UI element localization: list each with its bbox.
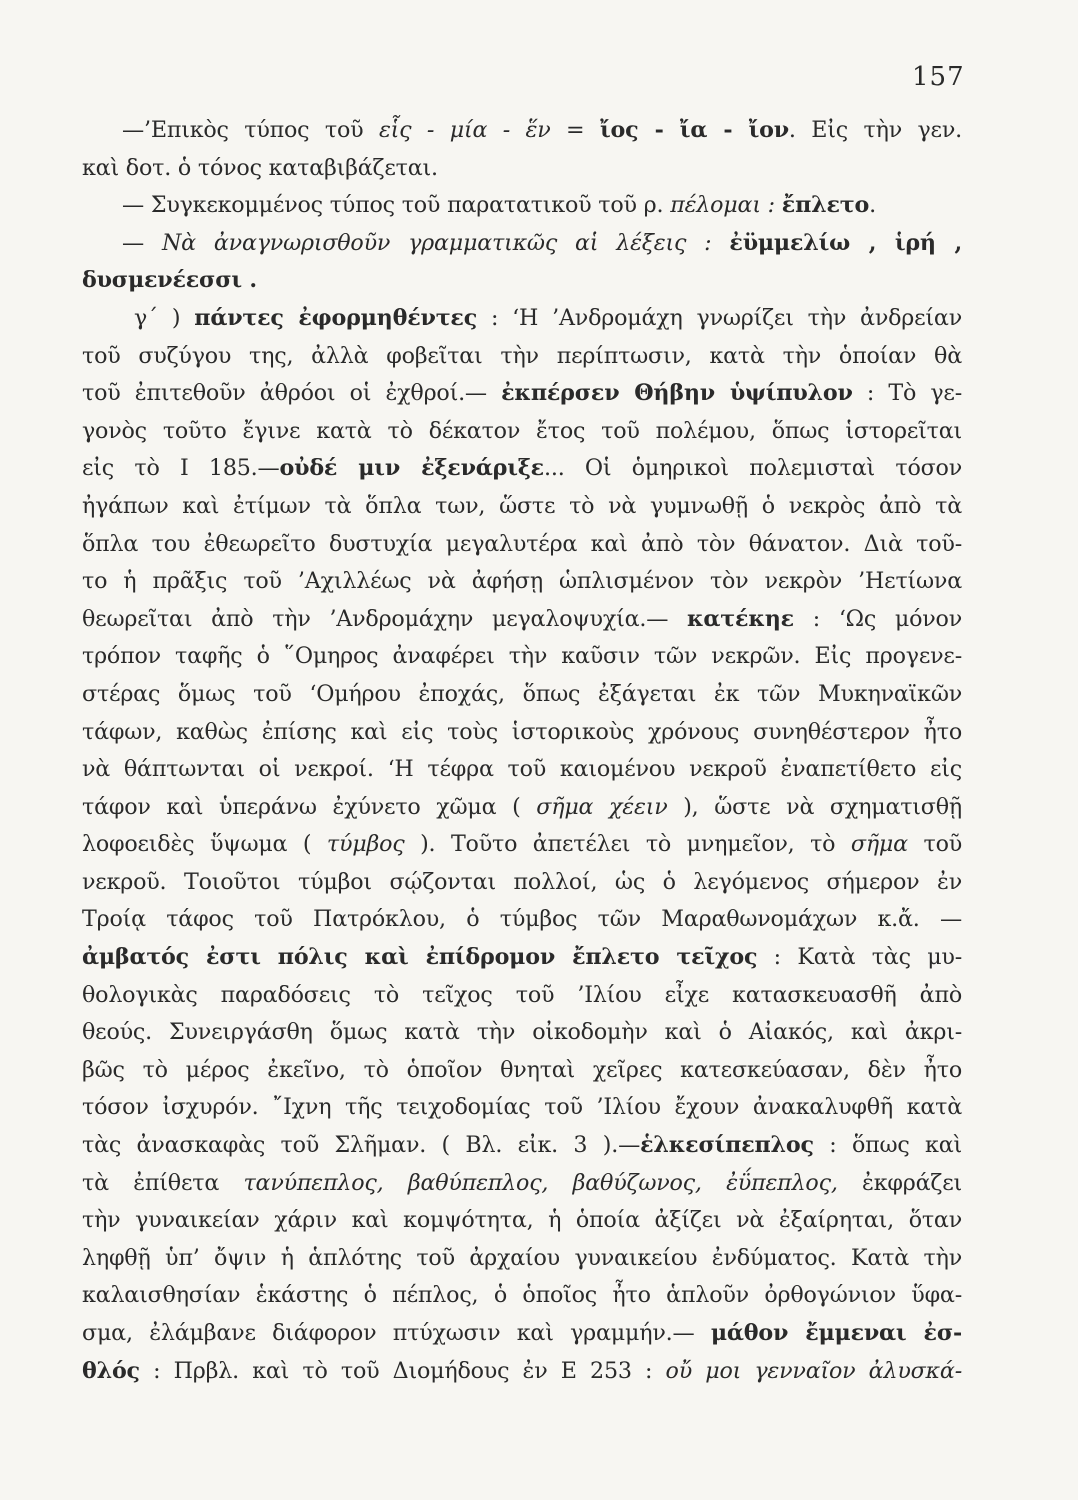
text-segment: τόσον ἰσχυρόν. ῎Ιχνη τῆς τειχοδομίας τοῦ ’Ιλίου ἔχουν ἀνακαλυφθῆ κατὰ	[82, 1094, 962, 1121]
text-line	[82, 150, 962, 188]
text-line	[82, 1315, 962, 1353]
text-line	[82, 1052, 962, 1090]
text-line	[82, 826, 962, 864]
italic-text: εἷς - μία - ἕν	[378, 117, 551, 143]
text-segment: =	[550, 117, 600, 143]
text-segment: : ‘Η ’Ανδρομάχη γνωρίζει τὴν ἀνδρείαν	[477, 304, 962, 331]
text-line	[82, 1165, 962, 1203]
text-segment: : ‘Ως μόνον	[793, 605, 962, 632]
text-line	[82, 601, 962, 639]
text-segment: ληφθῇ ὑπ’ ὄψιν ἡ ἁπλότης τοῦ ἀρχαίου γυναικείου ἐνδύματος. Κατὰ τὴν	[82, 1244, 962, 1271]
text-segment: θεούς. Συνειργάσθη ὅμως κατὰ τὴν οἰκοδομὴν καὶ ὁ Αἰακός, καὶ ἀκρι-	[82, 1019, 962, 1046]
text-line	[82, 225, 962, 263]
text-segment: —	[122, 229, 162, 256]
bold-term: ἴος - ἴα - ἴον	[599, 117, 789, 143]
text-line	[82, 1353, 962, 1391]
text-line	[82, 300, 962, 338]
text-segment: νεκροῦ. Τοιοῦτοι τύμβοι σῴζονται πολλοί, ὡς ὁ λεγόμενος σήμερον ἐν	[82, 868, 962, 895]
text-segment: : Πρβλ. καὶ τὸ τοῦ Διομήδους ἐν Ε 253 :	[139, 1357, 666, 1384]
text-segment: γ΄ )	[134, 304, 195, 331]
text-segment: τρόπον ταφῆς ὁ ῞Ομηρος ἀναφέρει τὴν καῦσιν τῶν νεκρῶν. Εἰς προγενε-	[82, 643, 962, 670]
text-segment: τάφον καὶ ὑπεράνω ἐχύνετο χῶμα (	[82, 793, 537, 820]
text-segment: τὰ ἐπίθετα	[82, 1169, 244, 1196]
text-line	[82, 112, 962, 150]
text-segment: νὰ θάπτωνται οἱ νεκροί. ‘Η τέφρα τοῦ καιομένου νεκροῦ ἐναπετίθετο εἰς	[82, 756, 962, 783]
italic-text: τανύπεπλος, βαθύπεπλος, βαθύζωνος, ἐΰπεπλος,	[243, 1169, 838, 1196]
text-line	[82, 977, 962, 1015]
italic-text: πέλομαι :	[670, 192, 782, 219]
text-segment: λοφοειδὲς ὕψωμα (	[82, 831, 327, 858]
bold-term: ἔπλετο	[781, 192, 870, 219]
text-line	[82, 901, 962, 939]
bold-term: ἐκπέρσεν Θήβην ὑψίπυλον	[501, 380, 853, 407]
text-line	[82, 676, 962, 714]
text-segment: : Κατὰ τὰς μυ-	[757, 944, 962, 971]
text-segment: τοῦ ἐπιτεθοῦν ἀθρόοι οἱ ἐχθροί.—	[82, 380, 502, 407]
bold-term: κατέκηε	[687, 605, 794, 632]
text-line	[82, 1202, 962, 1240]
text-segment: : ὅπως καὶ	[813, 1132, 962, 1159]
page-number: 157	[912, 62, 965, 92]
text-segment: .	[869, 192, 876, 219]
bold-term: ἑλκεσίπεπλος	[640, 1132, 814, 1159]
bold-term: ἐϋμμελίω , ἱρή ,	[729, 229, 962, 256]
text-segment: σμα, ἐλάμβανε διάφορον πτύχωσιν καὶ γραμμήν.—	[82, 1320, 711, 1346]
text-line	[82, 1014, 962, 1052]
text-segment: ... Οἱ ὁμηρικοὶ πολεμισταὶ τόσον	[543, 455, 962, 482]
text-line	[82, 1127, 962, 1165]
text-segment: εἰς τὸ Ι 185.—	[82, 455, 280, 482]
italic-text: τύμβος	[326, 831, 405, 858]
text-segment: γονὸς τοῦτο ἔγινε κατὰ τὸ δέκατον ἔτος τοῦ πολέμου, ὅπως ἱστορεῖται	[82, 417, 962, 444]
text-line	[82, 751, 962, 789]
text-segment: : Τὸ γε-	[852, 380, 962, 407]
text-line	[82, 413, 962, 451]
body-text	[82, 112, 962, 1390]
text-line	[82, 638, 962, 676]
text-segment: . Εἰς τὴν γεν.	[788, 117, 962, 143]
text-line	[82, 375, 962, 413]
text-line	[82, 338, 962, 376]
italic-text: οὔ μοι γενναῖον ἀλυσκά-	[665, 1357, 962, 1384]
text-segment: ὅπλα του ἐθεωρεῖτο δυστυχία μεγαλυτέρα καὶ ἀπὸ τὸν θάνατον. Διὰ τοῦ-	[82, 530, 962, 557]
text-line	[82, 488, 962, 526]
text-segment: ἐκφράζει	[837, 1169, 962, 1196]
text-segment: τὰς ἀνασκαφὰς τοῦ Σλῆμαν. ( Βλ. εἰκ. 3 ).—	[82, 1132, 641, 1159]
text-segment: ), ὥστε νὰ σχηματισθῇ	[667, 793, 962, 820]
text-segment: καὶ δοτ. ὁ τόνος καταβιβάζεται.	[82, 154, 438, 181]
bold-term: θλός	[82, 1357, 140, 1384]
text-line	[82, 187, 962, 225]
text-line	[82, 450, 962, 488]
text-segment: θεωρεῖται ἀπὸ τὴν ’Ανδρομάχην μεγαλοψυχία.—	[82, 605, 687, 632]
text-segment: — Συγκεκομμένος τύπος τοῦ παρατατικοῦ τοῦ ρ.	[122, 192, 671, 219]
text-line	[82, 714, 962, 752]
text-segment: Τροίᾳ τάφος τοῦ Πατρόκλου, ὁ τύμβος τῶν Μαραθωνομάχων κ.ἄ. —	[82, 906, 962, 933]
text-segment: ). Τοῦτο ἀπετέλει τὸ μνημεῖον, τὸ	[404, 831, 851, 858]
text-line	[82, 563, 962, 601]
text-segment: βῶς τὸ μέρος ἐκεῖνο, τὸ ὁποῖον θνηταὶ χεῖρες κατεσκεύασαν, δὲν ἦτο	[82, 1056, 962, 1083]
text-segment: θολογικὰς παραδόσεις τὸ τεῖχος τοῦ ’Ιλίου εἶχε κατασκευασθῆ ἀπὸ	[82, 981, 962, 1008]
bold-term: οὐδέ μιν ἐξενάριξε	[279, 455, 544, 482]
text-line	[82, 939, 962, 977]
text-line	[82, 1277, 962, 1315]
text-line	[82, 864, 962, 902]
text-segment: τοῦ συζύγου της, ἀλλὰ φοβεῖται τὴν περίπτωσιν, κατὰ τὴν ὁποίαν θὰ	[82, 342, 962, 369]
bold-term: ἀμβατός ἐστι πόλις καὶ ἐπίδρομον ἔπλετο τεῖχος	[82, 944, 758, 971]
text-segment: ἠγάπων καὶ ἐτίμων τὰ ὅπλα των, ὥστε τὸ νὰ γυμνωθῇ ὁ νεκρὸς ἀπὸ τὰ	[82, 492, 962, 519]
text-line	[82, 1089, 962, 1127]
bold-term: μάθον ἔμμεναι ἐσ-	[710, 1320, 962, 1346]
italic-text: Νὰ ἀναγνωρισθοῦν γραμματικῶς αἱ λέξεις :	[161, 229, 730, 256]
text-segment: τοῦ	[907, 831, 962, 858]
text-segment: τάφων, καθὼς ἐπίσης καὶ εἰς τοὺς ἱστορικοὺς χρόνους συνηθέστερον ἦτο	[82, 718, 962, 745]
text-line	[82, 1240, 962, 1278]
text-segment: το ἡ πρᾶξις τοῦ ’Αχιλλέως νὰ ἀφήσῃ ὡπλισμένον τὸν νεκρὸν ’Ηετίωνα	[82, 568, 962, 595]
text-segment: —’Επικὸς τύπος τοῦ	[122, 117, 379, 143]
text-segment: τὴν γυναικείαν χάριν καὶ κομψότητα, ἡ ὁποία ἀξίζει νὰ ἐξαίρηται, ὅταν	[82, 1207, 962, 1234]
bold-term: πάντες ἐφορμηθέντες	[194, 304, 478, 331]
bold-term: δυσμενέεσσι .	[82, 267, 257, 294]
text-segment: στέρας ὅμως τοῦ ‘Ομήρου ἐποχάς, ὅπως ἐξάγεται ἐκ τῶν Μυκηναϊκῶν	[82, 680, 962, 707]
italic-text: σῆμα	[850, 831, 908, 858]
text-line	[82, 262, 962, 300]
italic-text: σῆμα χέειν	[536, 793, 668, 820]
text-line	[82, 789, 962, 827]
text-line	[82, 526, 962, 564]
text-segment: καλαισθησίαν ἑκάστης ὁ πέπλος, ὁ ὁποῖος ἦτο ἁπλοῦν ὀρθογώνιον ὕφα-	[82, 1282, 962, 1309]
